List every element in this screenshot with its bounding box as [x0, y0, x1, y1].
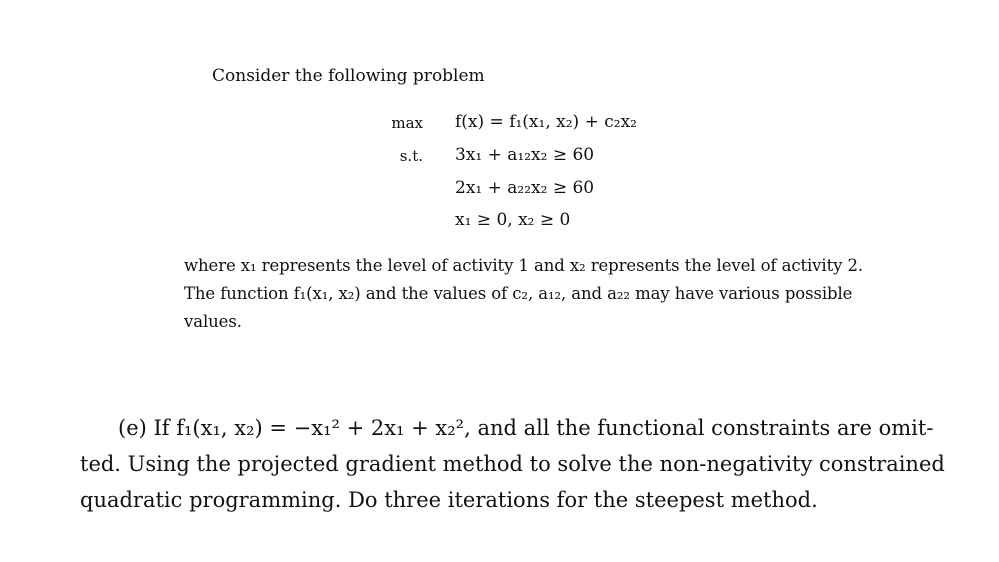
intro-text: Consider the following problem [212, 66, 485, 86]
part-e-line-3: quadratic programming. Do three iterations for the steepest method. [80, 488, 818, 512]
constraint-1: 3x₁ + a₁₂x₂ ≥ 60 [455, 145, 595, 165]
objective-function: f(x) = f₁(x₁, x₂) + c₂x₂ [455, 112, 637, 132]
description-line-3: values. [184, 312, 242, 331]
description-line-2: The function f₁(x₁, x₂) and the values of c₂, a₁₂, and a₂₂ may have various possible [184, 284, 853, 303]
part-e-line-1: (e) If f₁(x₁, x₂) = −x₁² + 2x₁ + x₂², and all the functional constraints are omit- [118, 416, 934, 440]
max-label: max [391, 114, 423, 132]
subject-to-label: s.t. [399, 147, 423, 165]
nonnegativity-constraint: x₁ ≥ 0, x₂ ≥ 0 [455, 210, 571, 230]
description-line-1: where x₁ represents the level of activity 1 and x₂ represents the level of activity 2. [184, 256, 864, 275]
constraint-2: 2x₁ + a₂₂x₂ ≥ 60 [455, 178, 595, 198]
part-e-line-2: ted. Using the projected gradient method to solve the non-negativity constrained [80, 452, 945, 476]
